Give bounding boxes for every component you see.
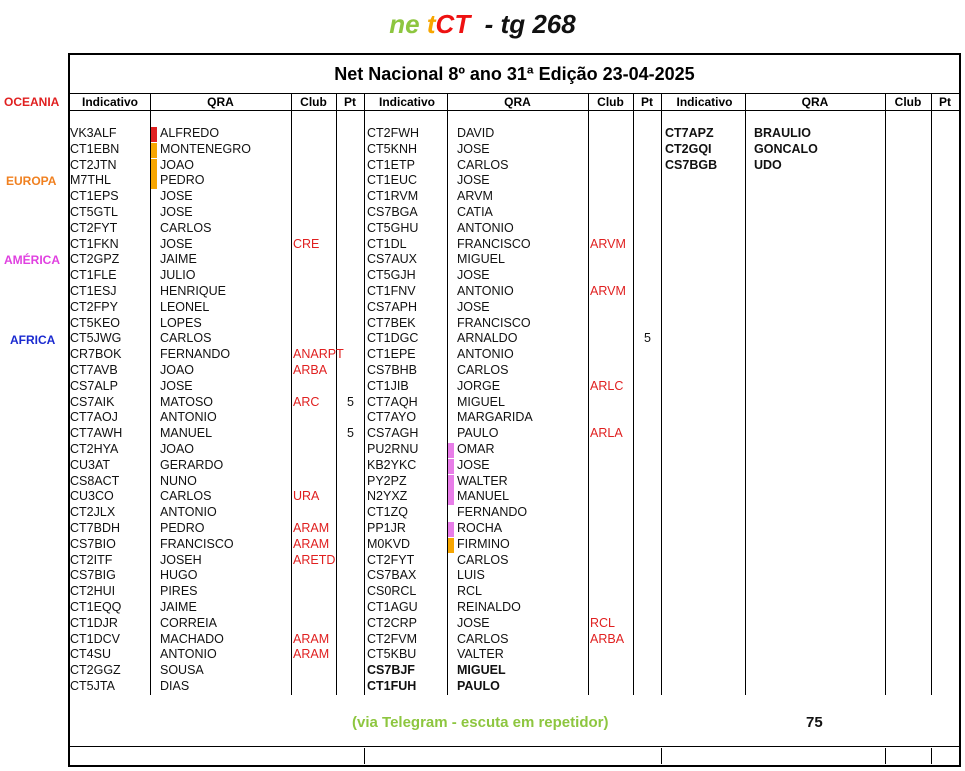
operator-name: CARLOS xyxy=(160,220,212,235)
callsign: CS7BAX xyxy=(367,568,417,583)
callsign: CT5GTL xyxy=(70,205,118,219)
continent-africa: AFRICA xyxy=(10,333,56,347)
callsign: CT2HYA xyxy=(70,442,119,456)
continent-marker-europa xyxy=(151,159,157,174)
operator-name: JOSE xyxy=(457,457,490,472)
club-name: ARETD xyxy=(293,552,336,567)
netct-logo xyxy=(0,8,965,40)
callsign: CT1AGU xyxy=(367,600,418,614)
callsign: CT2HUI xyxy=(70,584,116,599)
callsign: CT2FPY xyxy=(70,299,118,314)
operator-name: JOSE xyxy=(160,378,193,393)
callsign: CT1DJR xyxy=(70,615,118,630)
callsign: CT7APZ xyxy=(665,126,714,140)
callsign: CT2ITF xyxy=(70,552,113,567)
operator-name: ANTONIO xyxy=(457,284,514,298)
callsign: CT1EQQ xyxy=(70,600,122,614)
operator-name: MACHADO xyxy=(160,631,224,646)
operator-name: JOSE xyxy=(457,615,490,630)
callsign: CT1JIB xyxy=(367,378,409,393)
operator-name: CORREIA xyxy=(160,615,217,630)
callsign: CT2FYT xyxy=(70,220,118,235)
points: 5 xyxy=(347,426,354,441)
operator-name: WALTER xyxy=(457,473,508,488)
callsign: CS7BIO xyxy=(70,536,116,551)
column-rule xyxy=(745,94,746,695)
logo-part-tg: - tg 268 xyxy=(477,9,576,39)
operator-name: SOUSA xyxy=(160,663,204,678)
operator-name: MANUEL xyxy=(160,426,213,441)
operator-name: ANTONIO xyxy=(160,410,217,425)
callsign: CT1FKN xyxy=(70,236,119,251)
column-rule xyxy=(588,94,589,695)
callsign: CT7AVB xyxy=(70,363,118,377)
callsign: CT2CRP xyxy=(367,615,418,630)
column-rule xyxy=(885,94,886,695)
header-pt-1: Pt xyxy=(344,95,356,109)
callsign: VK3ALF xyxy=(70,126,117,140)
callsign: CT5KBU xyxy=(367,647,417,662)
club-name: ARAM xyxy=(293,647,330,662)
operator-name: JOSEH xyxy=(160,552,202,567)
operator-name: JOSE xyxy=(457,299,490,314)
club-name: ANARPT xyxy=(293,347,344,362)
callsign: CT1EUC xyxy=(367,173,418,188)
header-club-2: Club xyxy=(597,95,624,109)
operator-name: FRANCISCO xyxy=(160,536,234,551)
callsign: CT7AQH xyxy=(367,394,418,409)
header-indicativo-3: Indicativo xyxy=(676,95,733,109)
operator-name: PEDRO xyxy=(160,521,205,535)
operator-name: CARLOS xyxy=(457,552,509,567)
callsign: CT2FYT xyxy=(367,552,415,567)
club-name: URA xyxy=(293,489,320,504)
callsign: CT1EBN xyxy=(70,141,120,156)
operator-name: MIGUEL xyxy=(457,663,506,678)
club-name: CRE xyxy=(293,236,320,251)
operator-name: CARLOS xyxy=(160,489,212,504)
operator-name: CARLOS xyxy=(160,331,212,346)
callsign: CT5GHU xyxy=(367,220,419,235)
callsign: CT1DCV xyxy=(70,631,121,646)
callsign: CS7AGH xyxy=(367,426,419,441)
callsign: CT5JTA xyxy=(70,679,115,693)
operator-name: PEDRO xyxy=(160,173,205,188)
continent-marker-america xyxy=(448,522,454,537)
club-name: ARVM xyxy=(590,236,626,251)
operator-name: JOSE xyxy=(457,268,490,283)
club-name: ARC xyxy=(293,394,320,409)
callsign: CT1ESJ xyxy=(70,284,117,298)
callsign: CS7BHB xyxy=(367,363,418,377)
operator-name: BRAULIO xyxy=(754,126,811,140)
header-pt-2: Pt xyxy=(641,95,653,109)
callsign: CT2GPZ xyxy=(70,252,120,267)
continent-marker-america xyxy=(448,443,454,458)
callsign: CT7AOJ xyxy=(70,410,118,425)
club-name: RCL xyxy=(590,615,616,630)
operator-name: CATIA xyxy=(457,205,493,219)
callsign: CR7BOK xyxy=(70,347,122,362)
operator-name: PAULO xyxy=(457,679,500,693)
callsign: KB2YKC xyxy=(367,457,417,472)
operator-name: CARLOS xyxy=(457,157,509,172)
footer-note: (via Telegram - escuta em repetidor) xyxy=(352,714,609,731)
operator-name: ROCHA xyxy=(457,521,503,535)
page-title: Net Nacional 8º ano 31ª Edição 23-04-2025 xyxy=(334,64,695,84)
callsign: CT2GQI xyxy=(665,141,712,156)
callsign: CT2JLX xyxy=(70,505,116,520)
callsign: CS8ACT xyxy=(70,473,120,488)
operator-name: FRANCISCO xyxy=(457,236,531,251)
callsign: CT1EPE xyxy=(367,347,416,362)
continent-marker-america xyxy=(448,490,454,505)
continent-marker-europa xyxy=(151,143,157,158)
operator-name: MIGUEL xyxy=(457,252,505,267)
operator-name: OMAR xyxy=(457,442,495,456)
footer-column-rule xyxy=(885,748,886,764)
operator-name: MIGUEL xyxy=(457,394,505,409)
header-pt-3: Pt xyxy=(939,95,951,109)
continent-marker-oceania xyxy=(151,127,157,142)
callsign: CT5JWG xyxy=(70,331,122,346)
operator-name: DIAS xyxy=(160,679,190,693)
callsign: N2YXZ xyxy=(367,489,408,504)
column-rule xyxy=(364,94,365,695)
header-indicativo-1: Indicativo xyxy=(81,95,138,109)
operator-name: JOSE xyxy=(457,173,490,188)
column-rule xyxy=(336,94,337,695)
continent-marker-america xyxy=(448,475,454,490)
header-qra-2: QRA xyxy=(504,95,531,109)
operator-name: MONTENEGRO xyxy=(160,141,251,156)
operator-name: ANTONIO xyxy=(160,647,217,662)
operator-name: CARLOS xyxy=(457,631,509,646)
operator-name: LUIS xyxy=(457,568,485,583)
callsign: CU3AT xyxy=(70,457,111,472)
callsign: PP1JR xyxy=(367,521,406,535)
operator-name: PAULO xyxy=(457,426,499,441)
callsign: CS7ALP xyxy=(70,378,118,393)
header-indicativo-2: Indicativo xyxy=(378,95,435,109)
callsign: CS7BGB xyxy=(665,157,718,172)
callsign: CT5KNH xyxy=(367,141,418,156)
callsign: CT1ZQ xyxy=(367,505,408,520)
operator-name: JOAO xyxy=(160,363,195,377)
logo-part-ne: ne xyxy=(389,9,420,39)
callsign: M7THL xyxy=(70,173,111,188)
operator-name: HENRIQUE xyxy=(160,284,226,298)
footer-column-rule xyxy=(364,748,365,764)
club-name: ARVM xyxy=(590,284,626,298)
callsign: CT1RVM xyxy=(367,189,419,204)
points: 5 xyxy=(644,331,651,346)
callsign: CS7AUX xyxy=(367,252,418,267)
callsign: CT7AWH xyxy=(70,426,123,441)
callsign: M0KVD xyxy=(367,536,411,551)
operator-name: GONCALO xyxy=(754,141,818,156)
callsign: CT1ETP xyxy=(367,157,415,172)
callsign: CT1FLE xyxy=(70,268,117,283)
footer-total: 75 xyxy=(806,714,823,731)
header-bottom-rule xyxy=(70,110,959,111)
continent-marker-europa xyxy=(448,538,454,553)
callsign: CT7BDH xyxy=(70,521,121,535)
callsign: CT5GJH xyxy=(367,268,416,283)
callsign: CT1FUH xyxy=(367,679,417,693)
operator-name: NUNO xyxy=(160,473,197,488)
callsign: CT2JTN xyxy=(70,157,117,172)
operator-name: JAIME xyxy=(160,600,197,614)
operator-name: DAVID xyxy=(457,126,495,140)
operator-name: LOPES xyxy=(160,315,202,330)
club-name: ARLC xyxy=(590,378,624,393)
club-name: ARBA xyxy=(590,631,625,646)
points: 5 xyxy=(347,394,354,409)
column-rule xyxy=(291,94,292,695)
continent-américa: AMÉRICA xyxy=(4,253,60,267)
club-name: ARAM xyxy=(293,521,330,535)
column-rule xyxy=(931,94,932,695)
operator-name: CARLOS xyxy=(457,363,509,377)
callsign: CS7BGA xyxy=(367,205,418,219)
operator-name: MANUEL xyxy=(457,489,510,504)
callsign: CU3CO xyxy=(70,489,114,504)
continent-europa: EUROPA xyxy=(6,174,57,188)
operator-name: RCL xyxy=(457,584,483,599)
callsign: CS7APH xyxy=(367,299,418,314)
operator-name: ANTONIO xyxy=(457,220,514,235)
callsign: CT1DGC xyxy=(367,331,419,346)
operator-name: ARVM xyxy=(457,189,493,204)
operator-name: JOSE xyxy=(160,205,193,219)
callsign: CT5KEO xyxy=(70,315,121,330)
operator-name: JORGE xyxy=(457,378,501,393)
operator-name: UDO xyxy=(754,157,782,172)
header-club-1: Club xyxy=(300,95,327,109)
callsign: CT1FNV xyxy=(367,284,416,298)
operator-name: ANTONIO xyxy=(160,505,217,520)
operator-name: FIRMINO xyxy=(457,536,510,551)
club-name: ARAM xyxy=(293,631,330,646)
club-name: ARBA xyxy=(293,363,328,377)
operator-name: FRANCISCO xyxy=(457,315,531,330)
footer-column-rule xyxy=(661,748,662,764)
column-rule xyxy=(447,94,448,695)
callsign: CT4SU xyxy=(70,647,111,662)
operator-name: JAIME xyxy=(160,252,197,267)
operator-name: GERARDO xyxy=(160,457,224,472)
operator-name: JOAO xyxy=(160,442,195,456)
operator-name: JOSE xyxy=(457,141,490,156)
operator-name: HUGO xyxy=(160,568,198,583)
operator-name: JOSE xyxy=(160,189,193,204)
continent-oceania: OCEANIA xyxy=(4,95,60,109)
footer-column-rule xyxy=(931,748,932,764)
callsign: CT7AYO xyxy=(367,410,417,425)
callsign: CS7BIG xyxy=(70,568,116,583)
continent-marker-america xyxy=(448,459,454,474)
callsign: CT2FWH xyxy=(367,126,420,140)
callsign: CT1EPS xyxy=(70,189,119,204)
operator-name: ALFREDO xyxy=(160,126,220,140)
header-qra-1: QRA xyxy=(207,95,234,109)
operator-name: ANTONIO xyxy=(457,347,514,362)
operator-name: ARNALDO xyxy=(457,331,518,346)
club-name: ARAM xyxy=(293,536,330,551)
header-club-3: Club xyxy=(894,95,922,109)
operator-name: FERNANDO xyxy=(457,505,528,520)
operator-name: JOSE xyxy=(160,236,193,251)
column-rule xyxy=(633,94,634,695)
callsign: PU2RNU xyxy=(367,442,419,456)
header-qra-3: QRA xyxy=(801,95,829,109)
operator-name: LEONEL xyxy=(160,299,210,314)
callsign: CS0RCL xyxy=(367,584,417,599)
logo-part-t: t xyxy=(426,9,436,39)
callsign: CT2GGZ xyxy=(70,663,121,678)
operator-name: REINALDO xyxy=(457,600,521,614)
operator-name: FERNANDO xyxy=(160,347,231,362)
footer-rule xyxy=(70,746,959,747)
logo-part-ct: CT xyxy=(435,9,471,39)
operator-name: PIRES xyxy=(160,584,198,599)
callsign: CT1DL xyxy=(367,236,407,251)
callsign: CT2FVM xyxy=(367,631,417,646)
operator-name: JOAO xyxy=(160,157,195,172)
callsign: CS7BJF xyxy=(367,663,415,678)
callsign: CS7AIK xyxy=(70,394,115,409)
callsign: CT7BEK xyxy=(367,315,416,330)
continent-marker-europa xyxy=(151,174,157,189)
operator-name: VALTER xyxy=(457,647,504,662)
club-name: ARLA xyxy=(590,426,623,441)
operator-name: JULIO xyxy=(160,268,196,283)
column-rule xyxy=(661,94,662,695)
operator-name: MARGARIDA xyxy=(457,410,533,425)
callsign: PY2PZ xyxy=(367,473,407,488)
operator-name: MATOSO xyxy=(160,394,214,409)
